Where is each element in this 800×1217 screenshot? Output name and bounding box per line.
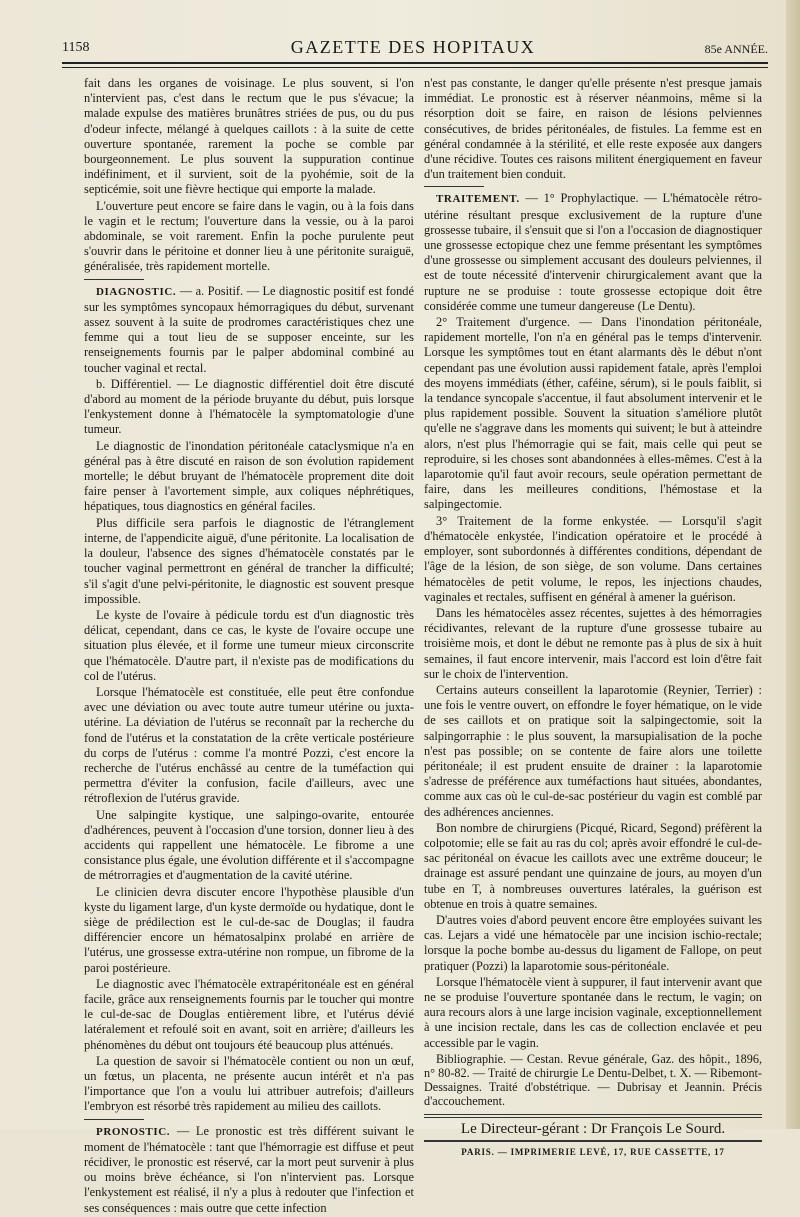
body-paragraph: Lorsque l'hématocèle vient à suppurer, il faut intervenir avant que ne se produise l'ouverture spontanée dans le rectum, le vagin; on aura recours alors à une large incision vaginale, exceptionnellement à une incision rectale, dans les cas de collection enclavée et peu accessible par le vagin. [424,974,762,1050]
body-paragraph: Lorsque l'hématocèle est constituée, elle peut être confondue avec une déviation ou avec toute autre tumeur utérine ou juxta-utérine. La déviation de l'utérus se reconnaît par la recherche du fond de l'utérus et la constatation de la crête verticale postérieure du corps de l'utérus : comme l'a montré Pozzi, c'est encore la recherche de l'utérus enchâssé au centre de la tuméfaction qui permettra d'éviter la confusion, facile d'ailleurs, avec une rétroflexion de l'utérus gravide. [84,684,414,806]
section-paragraph [84,1124,414,1216]
body-paragraph: n'est pas constante, le danger qu'elle présente n'est presque jamais immédiat. Le pronostic est à réserver néanmoins, même si la résorption doit se faire, en raison de lésions pelviennes consécutives, de brides péritonéales, de fistules. La femme est en général condamnée à la stérilité, et elle reste exposée aux dangers d'une récidive. Toutes ces raisons militent énergiquement en faveur d'un traitement bien conduit. [424,76,762,182]
body-paragraph: Plus difficile sera parfois le diagnostic de l'étranglement interne, de l'appendicite aiguë, d'une péritonite. La localisation de la douleur, l'absence des signes d'hématocèle constatés par le toucher vaginal permettront en général de trancher la difficulté; s'il s'agit d'une pelvi-péritonite, le diagnostic est souvent presque impossible. [84,515,414,606]
bibliography: Bibliographie. — Cestan. Revue générale, Gaz. des hôpit., 1896, n° 80-82. — Traité de chirurgie Le Dentu-Delbet, t. X. — Ribemont-Dessaignes. Traité d'obstétrique. — Dubrisay et Jeannin. Précis d'accouchement. [424,1051,762,1108]
section-heading: PRONOSTIC. [96,1125,171,1138]
section-heading: DIAGNOSTIC. [96,285,177,298]
printer-imprint: PARIS. — IMPRIMERIE LEVÉ, 17, RUE CASSETTE, 17 [461,1146,725,1157]
page-header [58,34,768,62]
left-column [84,76,414,1217]
section-divider [424,186,484,187]
body-paragraph: Une salpingite kystique, une salpingo-ovarite, entourée d'adhérences, peuvent à l'occasion d'une torsion, donner lieu à des accidents qui rappellent une hématocèle. Le fibrome a une consistance plus égale, une évolution différente et il s'accompagne de métrorragies et d'augmentation de la cavité utérine. [84,807,414,883]
body-paragraph: Certains auteurs conseillent la laparotomie (Reynier, Terrier) : une fois le ventre ouvert, on effondre le foyer hématique, on le vide de ses caillots et on pratique soit la salpingectomie, soit la salpingorraphie : le plus souvent, la marsupialisation de la poche n'est pas possible; on se contente de faire alors une toilette péritonéale; il est prudent ensuite de drainer : la laparotomie s'adresse de préférence aux tuméfactions haut situées, abondantes, comme aux cas où le cul-de-sac postérieur du vagin est comblé par des adhérences anciennes. [424,682,762,819]
section-text: — a. Positif. — Le diagnostic positif est fondé sur les symptômes syncopaux hémorragiques du début, survenant assez souvent à la suite de prodromes caractéristiques chez une femme qui a tout lieu de se supposer enceinte, sur les renseignements fournis par le palper abdominal combiné au toucher vaginal et rectal. [84,283,414,375]
volume-year: 85e ANNÉE. [704,42,768,56]
director-signature: Le Directeur-gérant : Dr François Le Sourd. [424,1117,762,1142]
right-column [424,76,762,1160]
section-text: — 1° Prophylactique. — L'hématocèle rétro-utérine résultant presque exclusivement de la rupture d'une grossesse tubaire, il s'ensuit que si l'on a l'occasion de diagnostiquer une grossesse ectopique chez une femme présentant les symptômes d'une grossesse ou simplement accusant des douleurs pelviennes, il est de toute nécessité d'intervenir chirurgicalement avant que la rupture ne se produise : toute grossesse ectopique doit être considérée comme une tumeur dangereuse (Le Dentu). [424,191,762,313]
body-paragraph: Le diagnostic de l'inondation péritonéale cataclysmique n'a en général pas à être discuté en raison de son évolution rapidement mortelle; le début bruyant de l'hématocèle proprement dite doit faire penser à l'avortement simple, aux coliques néphrétiques, hépatiques, tous diagnostics en général faciles. [84,438,414,514]
header-rule-thick [62,62,768,64]
section-divider [84,1119,144,1120]
body-paragraph: Le clinicien devra discuter encore l'hypothèse plausible d'un kyste du ligament large, d'un kyste dermoïde ou hydatique, dont le siège de prédilection est le cul-de-sac de Douglas; il faudra différencier encore un hématosalpinx prolabé en arrière de l'utérus, une grossesse extra-utérine non rompue, un fibrome de la paroi postérieure. [84,884,414,975]
body-paragraph: Le diagnostic avec l'hématocèle extrapéritonéale est en général facile, grâce aux renseignements fournis par le toucher qui montre le cul-de-sac de Douglas entièrement libre, et l'utérus dévié latéralement et refoulé soit en avant, soit en arrière; d'ailleurs les phénomènes du début ont toujours été beaucoup plus atténués. [84,976,414,1052]
section-heading: TRAITEMENT. [436,193,520,206]
body-paragraph: La question de savoir si l'hématocèle contient ou non un œuf, un fœtus, un placenta, ne présente aucun intérêt et n'a pas l'importance que l'on a voulu lui attribuer autrefois; d'ailleurs l'embryon est résorbé très rapidement au milieu des caillots. [84,1053,414,1114]
section-text: — Le pronostic est très différent suivant le moment de l'hématocèle : tant que l'hémorragie est diffuse et peut récidiver, le pronostic est réservé, car la mort peut survenir à plus ou moins brève échéance, si l'on n'intervient pas. Lorsque l'enkystement est réalisé, il n'y a plus à redouter que l'infection et ses conséquences : mais outre que cette infection [84,1123,414,1215]
body-paragraph: 2° Traitement d'urgence. — Dans l'inondation péritonéale, rapidement mortelle, l'on n'a en général pas le temps d'intervenir. Lorsque les symptômes tout en étant alarmants dès le début n'ont cependant pas une évolution aussi rapidement fatale, après l'emploi des moyens immédiats (éther, caféine, sérum), si le pouls faiblit, si la tendance syncopale s'accentue, il faut absolument intervenir et le plus rapidement possible. Souvent la situation s'améliore plutôt qu'elle ne s'aggrave dans les moments qui suivent; le but à atteindre alors, n'est plus l'hémorragie qui se fait, mais celle qui peut se reproduire, si les choses sont abandonnées à elles-mêmes. C'est à la laparotomie qu'il faut avoir recours, seule opération permettant de faire, dans les meilleures conditions, l'hémostase et la salpingectomie. [424,315,762,512]
page-number: 1158 [62,40,90,55]
journal-title: GAZETTE DES HOPITAUX [290,37,536,57]
bibliography-rule [424,1114,762,1115]
body-paragraph: L'ouverture peut encore se faire dans le vagin, ou à la fois dans le vagin et le rectum; l'ouverture dans la vessie, ou à la paroi abdominale, se voit rarement. Enfin la poche purulente peut s'ouvrir dans le péritoine et donner lieu à une péritonite suraiguë, généralisée, très rapidement mortelle. [84,198,414,274]
body-paragraph: Bon nombre de chirurgiens (Picqué, Ricard, Segond) préfèrent la colpotomie; elle se fait au ras du col; après avoir effondré le cul-de-sac péritonéal on évacue les caillots avec une extrême douceur; le drainage est assuré pendant une quinzaine de jours, au moyen d'un tube en T, à nombreuses ouvertures latérales, la guérison est obtenue en trois à quatre semaines. [424,820,762,911]
section-paragraph [424,191,762,314]
body-paragraph: Dans les hématocèles assez récentes, sujettes à des hémorragies récidivantes, relevant de la rupture d'une grossesse tubaire au troisième mois, et dont le début ne remonte pas à plus de six à huit semaines, il faut encore intervenir, mais l'accord est loin d'être fait sur le choix de l'intervention. [424,605,762,681]
body-paragraph: 3° Traitement de la forme enkystée. — Lorsqu'il s'agit d'hématocèle enkystée, l'indication opératoire et le procédé à employer, sont subordonnés à différentes conditions, dépendant de l'âge de la lésion, de son siège, de son volume. Dans certaines hématocèles de petit volume, le repos, les injections chaudes, vaginales et rectales, suffisent en général à amener la guérison. [424,513,762,604]
header-rule-thin [62,67,768,68]
body-paragraph: b. Différentiel. — Le diagnostic différentiel doit être discuté d'abord au moment de la période bruyante du début, puis lorsque l'enkystement donne à l'hématocèle la symptomatologie d'une tumeur. [84,376,414,437]
body-paragraph: fait dans les organes de voisinage. Le plus souvent, si l'on n'intervient pas, c'est dans le rectum que le pus s'évacue; la malade expulse des matières brunâtres striées de pus, ou du pus d'odeur infecte, mélangé à quelques caillots : à la suite de cette ouverture spontanée, rarement la poche se comble par bourgeonnement. Le plus souvent la suppuration continue indéfiniment, et il survient, soit de la pyohémie, soit de la septicémie, soit une fièvre hectique qui emporte la malade. [84,76,414,197]
section-paragraph [84,284,414,376]
page-edge-shadow [786,0,800,1129]
body-paragraph: Le kyste de l'ovaire à pédicule tordu est d'un diagnostic très délicat, cependant, dans ce cas, le kyste de l'ovaire occupe une situation plus élevée, et il forme une tumeur mieux circonscrite que l'hématocèle. D'autre part, il n'existe pas de modifications du col de l'utérus. [84,607,414,683]
section-divider [84,279,144,280]
body-paragraph: D'autres voies d'abord peuvent encore être employées suivant les cas. Lejars a vidé une hématocèle par une incision ischio-rectale; lorsque la poche bombe au-dessus du ligament de Fallope, on peut pratiquer (Pozzi) la laparotomie sous-péritonéale. [424,912,762,973]
